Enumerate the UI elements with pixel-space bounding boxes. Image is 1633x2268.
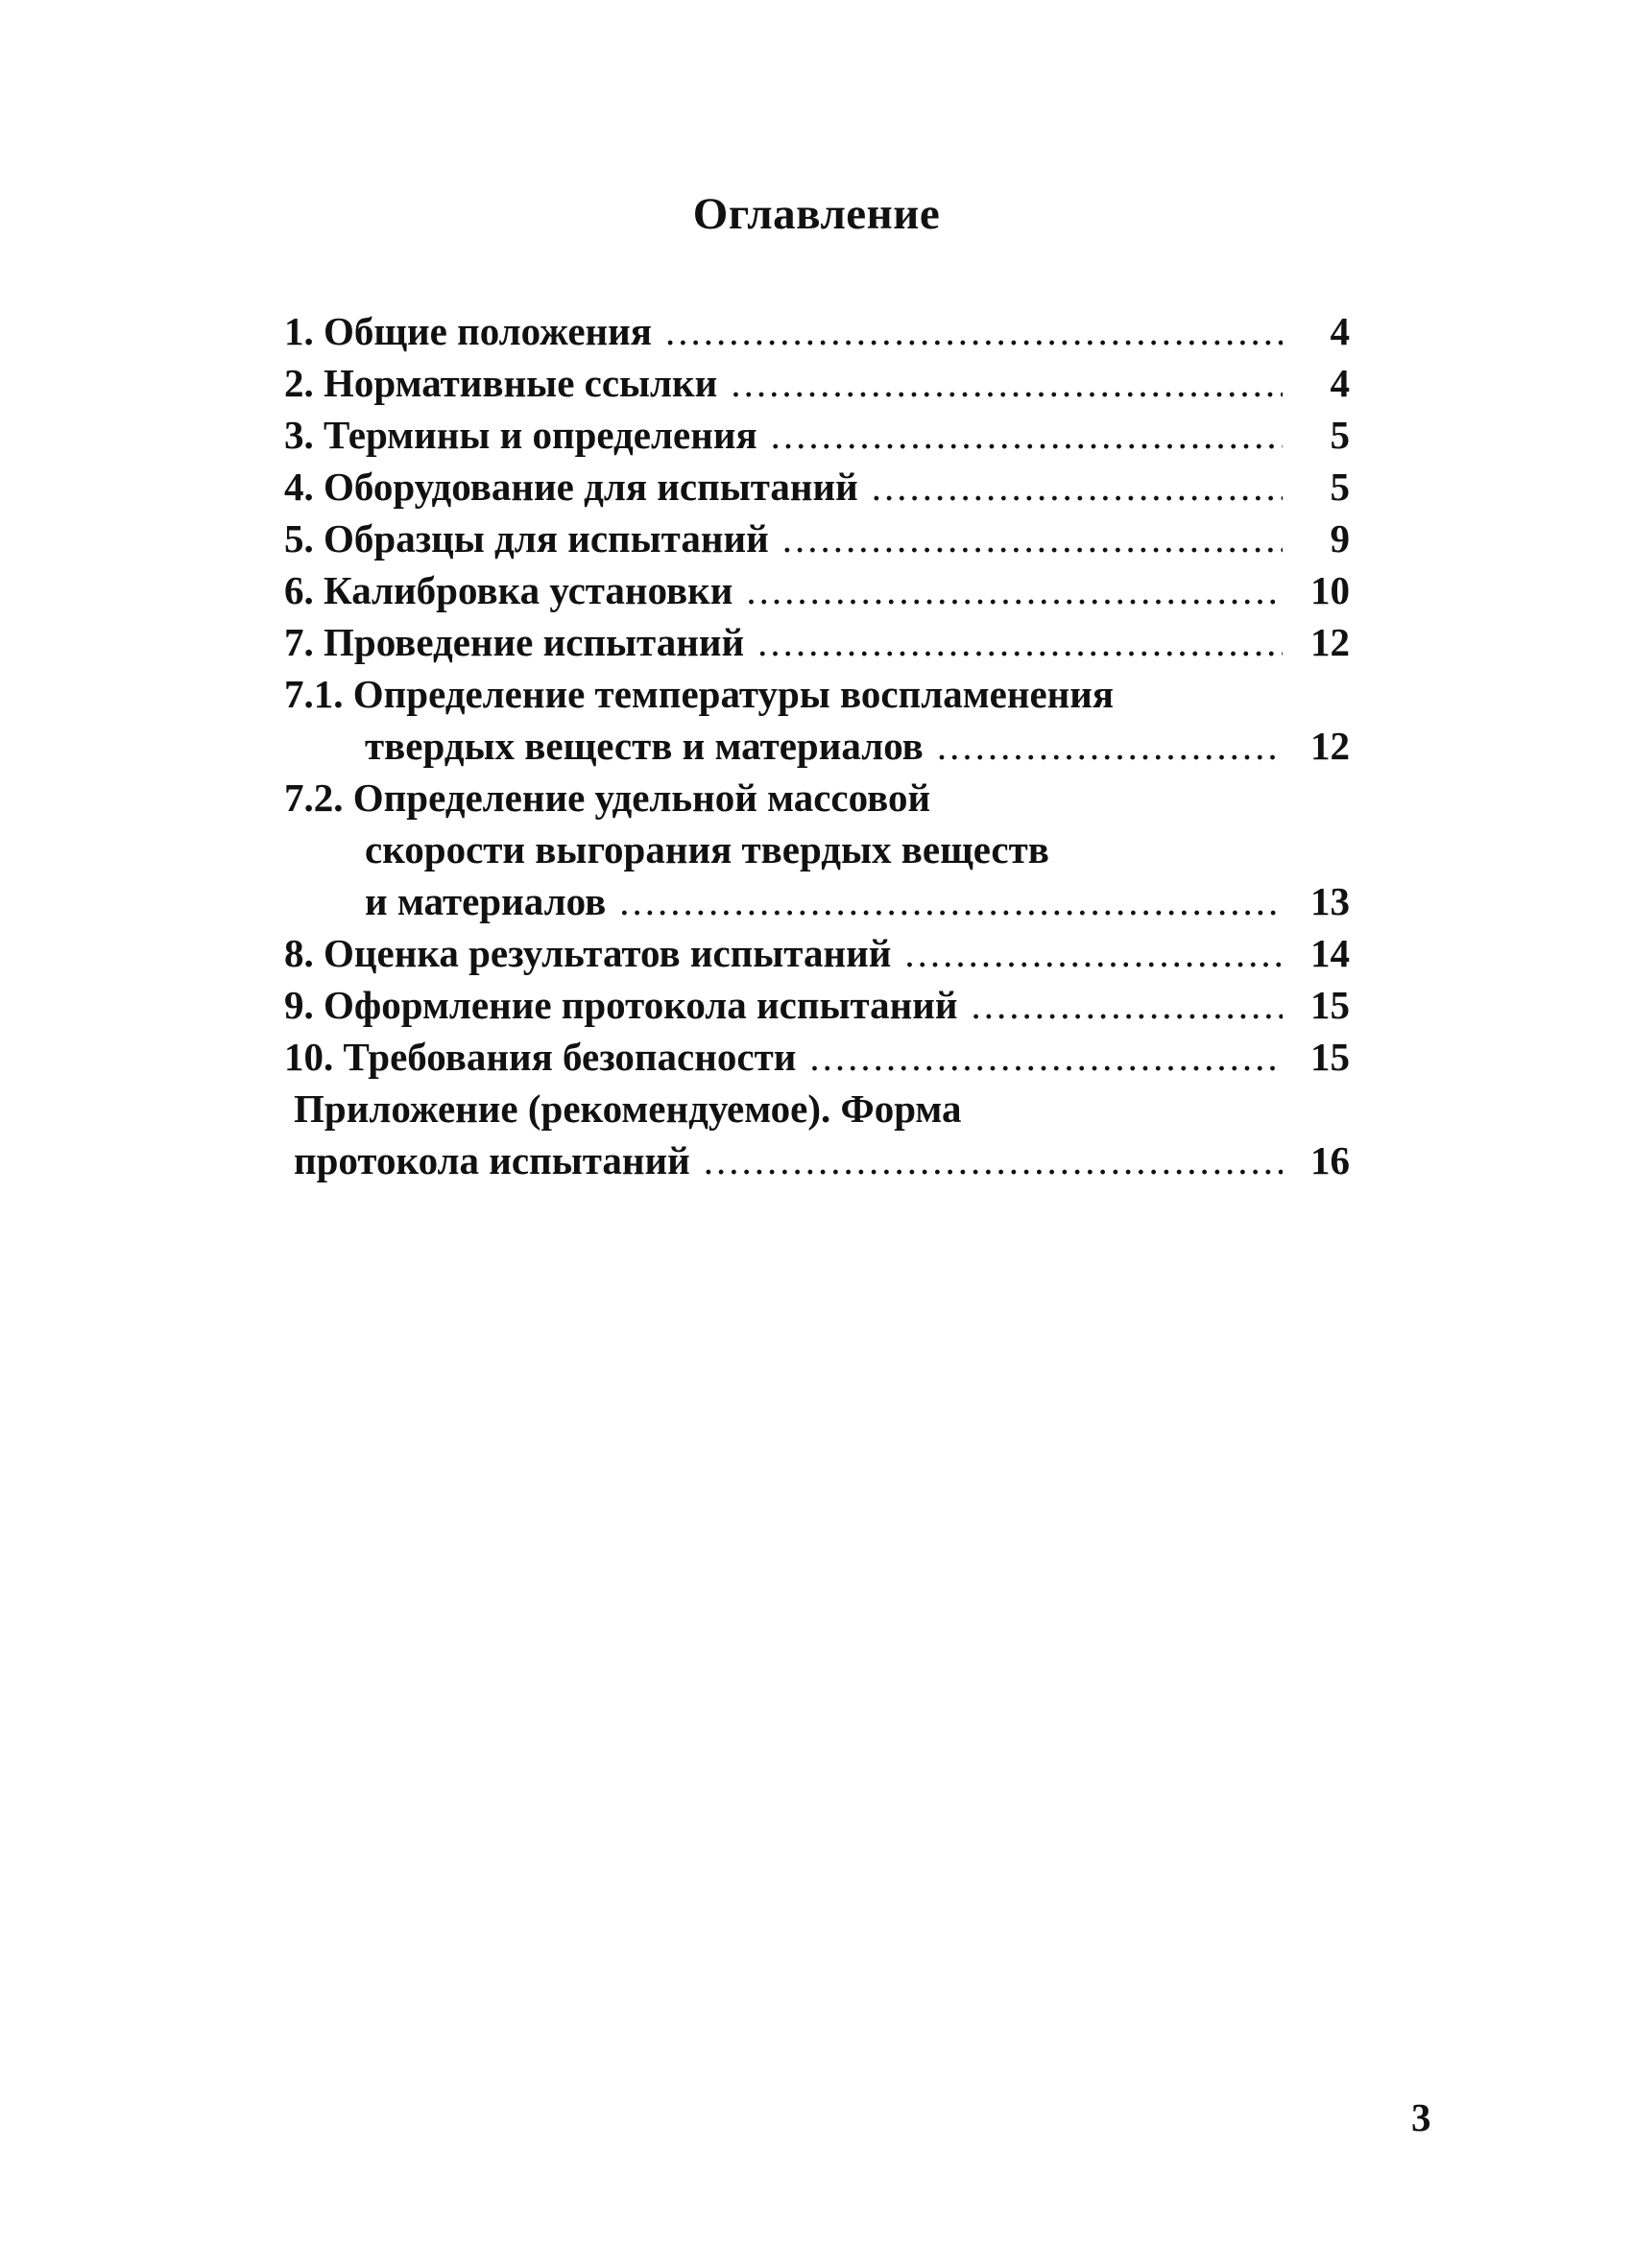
- toc-entry-8: [284, 927, 1350, 979]
- toc-entry-title-line: 7.1. Определение температуры воспламенения: [284, 672, 1115, 716]
- toc-entry-title: 5. Образцы для испытаний: [284, 516, 769, 561]
- dot-leader: [782, 513, 1283, 564]
- toc-entry-page: 4: [1330, 361, 1350, 405]
- toc-entry-1: [284, 305, 1350, 357]
- dot-leader: [757, 616, 1283, 668]
- dot-leader: [771, 409, 1283, 461]
- table-of-contents: [284, 305, 1350, 1186]
- toc-entry-9: [284, 979, 1350, 1031]
- toc-entry-page: 12: [1310, 724, 1350, 768]
- toc-entry-title-line: скорости выгорания твердых веществ: [365, 827, 1049, 871]
- toc-entry-title-line: 7.2. Определение удельной массовой: [284, 776, 931, 820]
- toc-entry-title: 8. Оценка результатов испытаний: [284, 931, 892, 975]
- dot-leader: [731, 357, 1283, 409]
- dot-leader: [937, 720, 1283, 772]
- toc-entry-3: [284, 409, 1350, 461]
- toc-entry-page: 14: [1310, 931, 1350, 975]
- toc-entry-10: [284, 1031, 1350, 1083]
- page-number: 3: [1411, 2095, 1431, 2139]
- dot-leader: [972, 979, 1283, 1031]
- toc-entry-title: 9. Оформление протокола испытаний: [284, 983, 958, 1027]
- dot-leader: [872, 461, 1283, 513]
- toc-entry-page: 5: [1330, 413, 1350, 457]
- toc-entry-title-line: и материалов: [365, 879, 607, 923]
- toc-entry-7-1: [284, 668, 1350, 772]
- toc-entry-title: 10. Требования безопасности: [284, 1035, 797, 1079]
- toc-entry-title: 6. Калибровка установки: [284, 568, 733, 612]
- toc-entry-title-line: Приложение (рекомендуемое). Форма: [294, 1086, 962, 1131]
- dot-leader: [619, 875, 1283, 927]
- toc-entry-page: 15: [1310, 983, 1350, 1027]
- toc-entry-title: 1. Общие положения: [284, 309, 652, 353]
- toc-entry-page: 5: [1330, 465, 1350, 509]
- toc-entry-title-line: твердых веществ и материалов: [365, 724, 924, 768]
- toc-entry-title: 2. Нормативные ссылки: [284, 361, 718, 405]
- dot-leader: [704, 1134, 1283, 1186]
- dot-leader: [746, 564, 1283, 616]
- dot-leader: [665, 305, 1283, 357]
- toc-entry-page: 16: [1310, 1138, 1350, 1182]
- toc-entry-appendix: [284, 1083, 1350, 1186]
- toc-entry-title: 4. Оборудование для испытаний: [284, 465, 858, 509]
- dot-leader: [904, 927, 1283, 979]
- toc-entry-6: [284, 564, 1350, 616]
- toc-entry-page: 13: [1310, 879, 1350, 923]
- toc-entry-page: 4: [1330, 309, 1350, 353]
- toc-entry-title: 7. Проведение испытаний: [284, 620, 745, 664]
- toc-entry-title: 3. Термины и определения: [284, 413, 757, 457]
- toc-entry-page: 15: [1310, 1035, 1350, 1079]
- page-title: Оглавление: [692, 189, 941, 239]
- toc-entry-page: 12: [1310, 620, 1350, 664]
- toc-entry-5: [284, 513, 1350, 564]
- toc-entry-7: [284, 616, 1350, 668]
- toc-entry-title-line: протокола испытаний: [294, 1138, 690, 1182]
- toc-entry-page: 9: [1330, 516, 1350, 561]
- toc-entry-page: 10: [1310, 568, 1350, 612]
- toc-entry-2: [284, 357, 1350, 409]
- toc-entry-4: [284, 461, 1350, 513]
- toc-entry-7-2: [284, 772, 1350, 927]
- dot-leader: [809, 1031, 1283, 1083]
